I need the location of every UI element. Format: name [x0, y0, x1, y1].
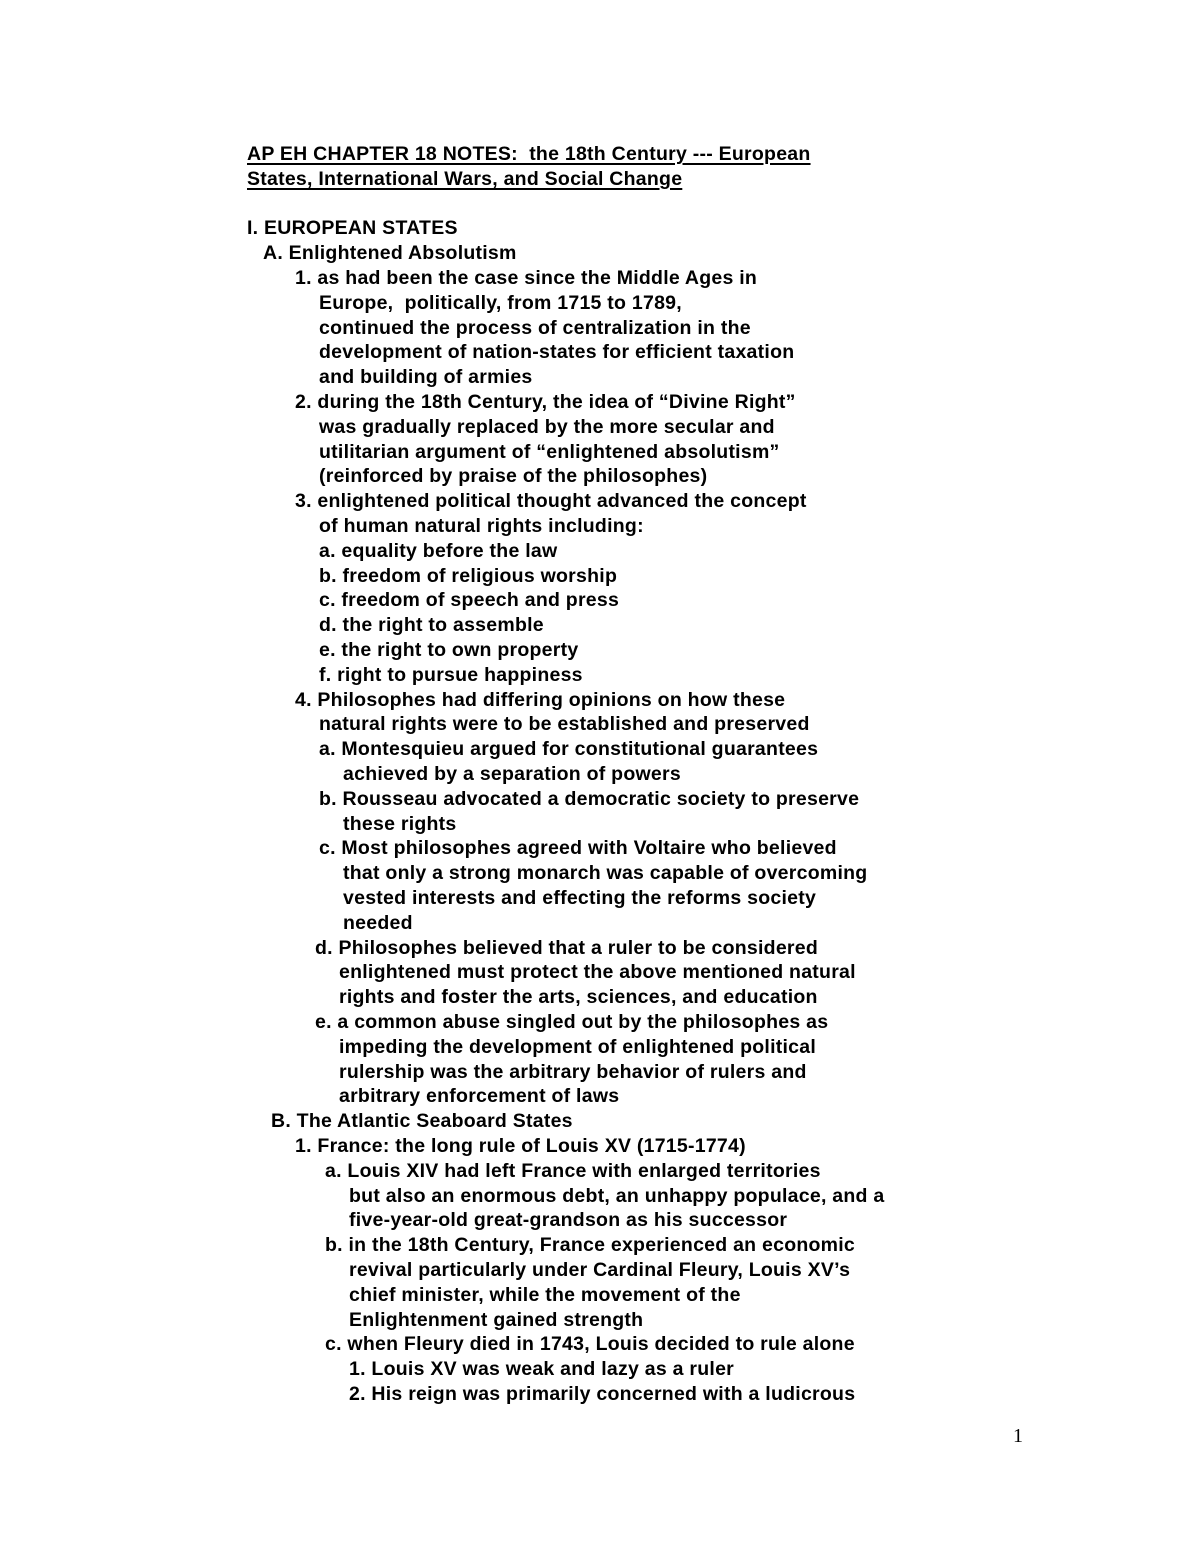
outline-line: chief minister, while the movement of the [349, 1283, 741, 1306]
outline-line: five-year-old great-grandson as his successor [349, 1209, 788, 1232]
outline-line: a. Montesquieu argued for constitutional guarantees [319, 738, 819, 761]
outline-line: vested interests and effecting the reforms society [343, 887, 817, 909]
outline-line: these rights [343, 812, 457, 835]
outline-line: c. Most philosophes agreed with Voltaire who believed [319, 837, 837, 860]
outline-line: enlightened must protect the above mentioned natural [339, 961, 856, 984]
outline-line: that only a strong monarch was capable of overcoming [343, 862, 868, 885]
outline-line: e. a common abuse singled out by the philosophes as [315, 1011, 829, 1033]
outline-line: e. the right to own property [319, 639, 579, 661]
outline-line: b. Rousseau advocated a democratic society to preserve [319, 787, 860, 810]
outline-line: f. right to pursue happiness [319, 663, 583, 686]
outline-line: Europe, politically, from 1715 to 1789, [319, 291, 682, 314]
outline-line: 1. as had been the case since the Middle Ages in [295, 267, 758, 289]
outline-line: natural rights were to be established and preserved [319, 713, 810, 736]
outline-line: needed [343, 911, 413, 934]
outline-line: b. in the 18th Century, France experienced an economic [325, 1234, 856, 1257]
outline-line: impeding the development of enlightened political [339, 1035, 817, 1058]
document-title-line: States, International Wars, and Social Change [247, 167, 683, 190]
page-number: 1 [1013, 1425, 1023, 1447]
outline-line: b. freedom of religious worship [319, 564, 618, 587]
outline-line: a. equality before the law [319, 539, 558, 562]
outline-line: utilitarian argument of “enlightened absolutism” [319, 440, 780, 463]
outline-line: development of nation-states for efficient taxation [319, 341, 795, 364]
outline-line: rights and foster the arts, sciences, and education [339, 986, 818, 1009]
document-title-line: AP EH CHAPTER 18 NOTES: the 18th Century --- European [247, 143, 811, 165]
outline-line: B. The Atlantic Seaboard States [271, 1110, 573, 1133]
outline-line: was gradually replaced by the more secular and [319, 415, 775, 438]
outline-line: c. freedom of speech and press [319, 589, 620, 612]
outline-line: Enlightenment gained strength [349, 1308, 644, 1331]
outline-line: and building of armies [319, 366, 533, 389]
outline-line: I. EUROPEAN STATES [247, 217, 458, 240]
outline-line: revival particularly under Cardinal Fleury, Louis XV’s [349, 1259, 851, 1281]
outline-line: d. Philosophes believed that a ruler to be considered [315, 936, 819, 959]
outline-line: 1. Louis XV was weak and lazy as a ruler [349, 1358, 735, 1381]
outline-line: d. the right to assemble [319, 614, 544, 637]
outline-line: continued the process of centralization in the [319, 316, 751, 339]
outline-line: achieved by a separation of powers [343, 763, 681, 785]
outline-line: c. when Fleury died in 1743, Louis decided to rule alone [325, 1333, 855, 1356]
outline-line: 1. France: the long rule of Louis XV (1715-1774) [295, 1135, 746, 1157]
outline-line: 4. Philosophes had differing opinions on how these [295, 688, 786, 711]
outline-line: 3. enlightened political thought advanced the concept [295, 490, 807, 513]
outline-line: (reinforced by praise of the philosophes) [319, 465, 708, 488]
outline-line: a. Louis XIV had left France with enlarged territories [325, 1159, 821, 1182]
outline-line: rulership was the arbitrary behavior of rulers and [339, 1060, 807, 1083]
outline-line: 2. during the 18th Century, the idea of “Divine Right” [295, 391, 796, 413]
outline-line: but also an enormous debt, an unhappy populace, and a [349, 1184, 885, 1207]
outline-line: arbitrary enforcement of laws [339, 1085, 620, 1108]
outline-line: A. Enlightened Absolutism [263, 242, 517, 265]
outline-line: 2. His reign was primarily concerned with a ludicrous [349, 1383, 856, 1405]
outline-line: of human natural rights including: [319, 515, 644, 537]
